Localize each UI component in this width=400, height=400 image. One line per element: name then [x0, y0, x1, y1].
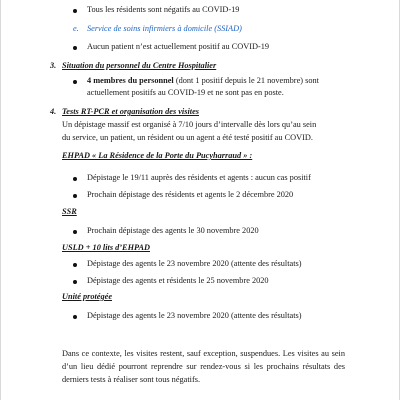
section-3-title: Situation du personnel du Centre Hospitalier [62, 61, 217, 70]
bullet [73, 80, 77, 84]
bullet [73, 194, 77, 198]
staff-status-rest: (dont 1 positif depuis le 21 novembre) sont [173, 76, 319, 85]
section-4-number: 4. [50, 107, 57, 116]
section-3-number: 3. [50, 61, 57, 70]
ehpad-item-1: Dépistage le 19/11 auprès des résidents et agents : aucun cas positif [87, 173, 311, 182]
bullet [73, 9, 77, 13]
paragraph-screening-1: Un dépistage massif est organisé à 7/10 jours d’intervalle dès lors qu’au sein [62, 120, 317, 129]
usld-heading: USLD + 10 lits d’EHPAD [62, 243, 151, 252]
bullet [73, 280, 77, 284]
bullet [73, 177, 77, 181]
paragraph-visits: Dans ce contexte, les visites restent, sauf exception, suspendues. Les visites au sein d’un lieu dédié pourront reprendre sur rendez-vous si les prochains résultats des derniers tests à réaliser sont tous négatifs. [62, 349, 345, 384]
resident-status-text: Tous les résidents sont négatifs au COVID-19 [87, 5, 240, 14]
protected-unit-item-1: Dépistage des agents le 23 novembre 2020 (attente des résultats) [87, 311, 302, 320]
list-marker-e: e. [73, 24, 79, 33]
ehpad-item-2: Prochain dépistage des résidents et agents le 2 décembre 2020 [87, 190, 294, 199]
ssr-heading: SSR [62, 207, 77, 216]
ssr-item-1: Prochain dépistage des agents le 30 novembre 2020 [87, 226, 259, 235]
bullet [73, 230, 77, 234]
ehpad-heading: EHPAD « La Résidence de la Porte du Pucyharraud » : [62, 151, 253, 160]
staff-count: 4 membres du personnel [87, 76, 174, 85]
usld-item-2: Dépistage des agents et résidents le 25 novembre 2020 [87, 276, 269, 285]
section-4-title: Tests RT-PCR et organisation des visites [62, 107, 199, 116]
bullet [73, 263, 77, 267]
ssiad-status-text: Aucun patient n’est actuellement positif au COVID-19 [87, 42, 270, 51]
paragraph-screening-2: du service, un patient, un résident ou un agent a été testé positif au COVID. [62, 133, 313, 142]
usld-item-1: Dépistage des agents le 23 novembre 2020 (attente des résultats) [87, 259, 302, 268]
ssiad-heading: Service de soins infirmiers à domicile (SSIAD) [87, 24, 242, 33]
bullet [73, 46, 77, 50]
staff-status-continuation: actuellement positifs au COVID-19 et ne sont pas en poste. [87, 88, 284, 97]
protected-unit-heading: Unité protégée [62, 292, 113, 301]
staff-status-line [87, 76, 319, 86]
bullet [73, 315, 77, 319]
